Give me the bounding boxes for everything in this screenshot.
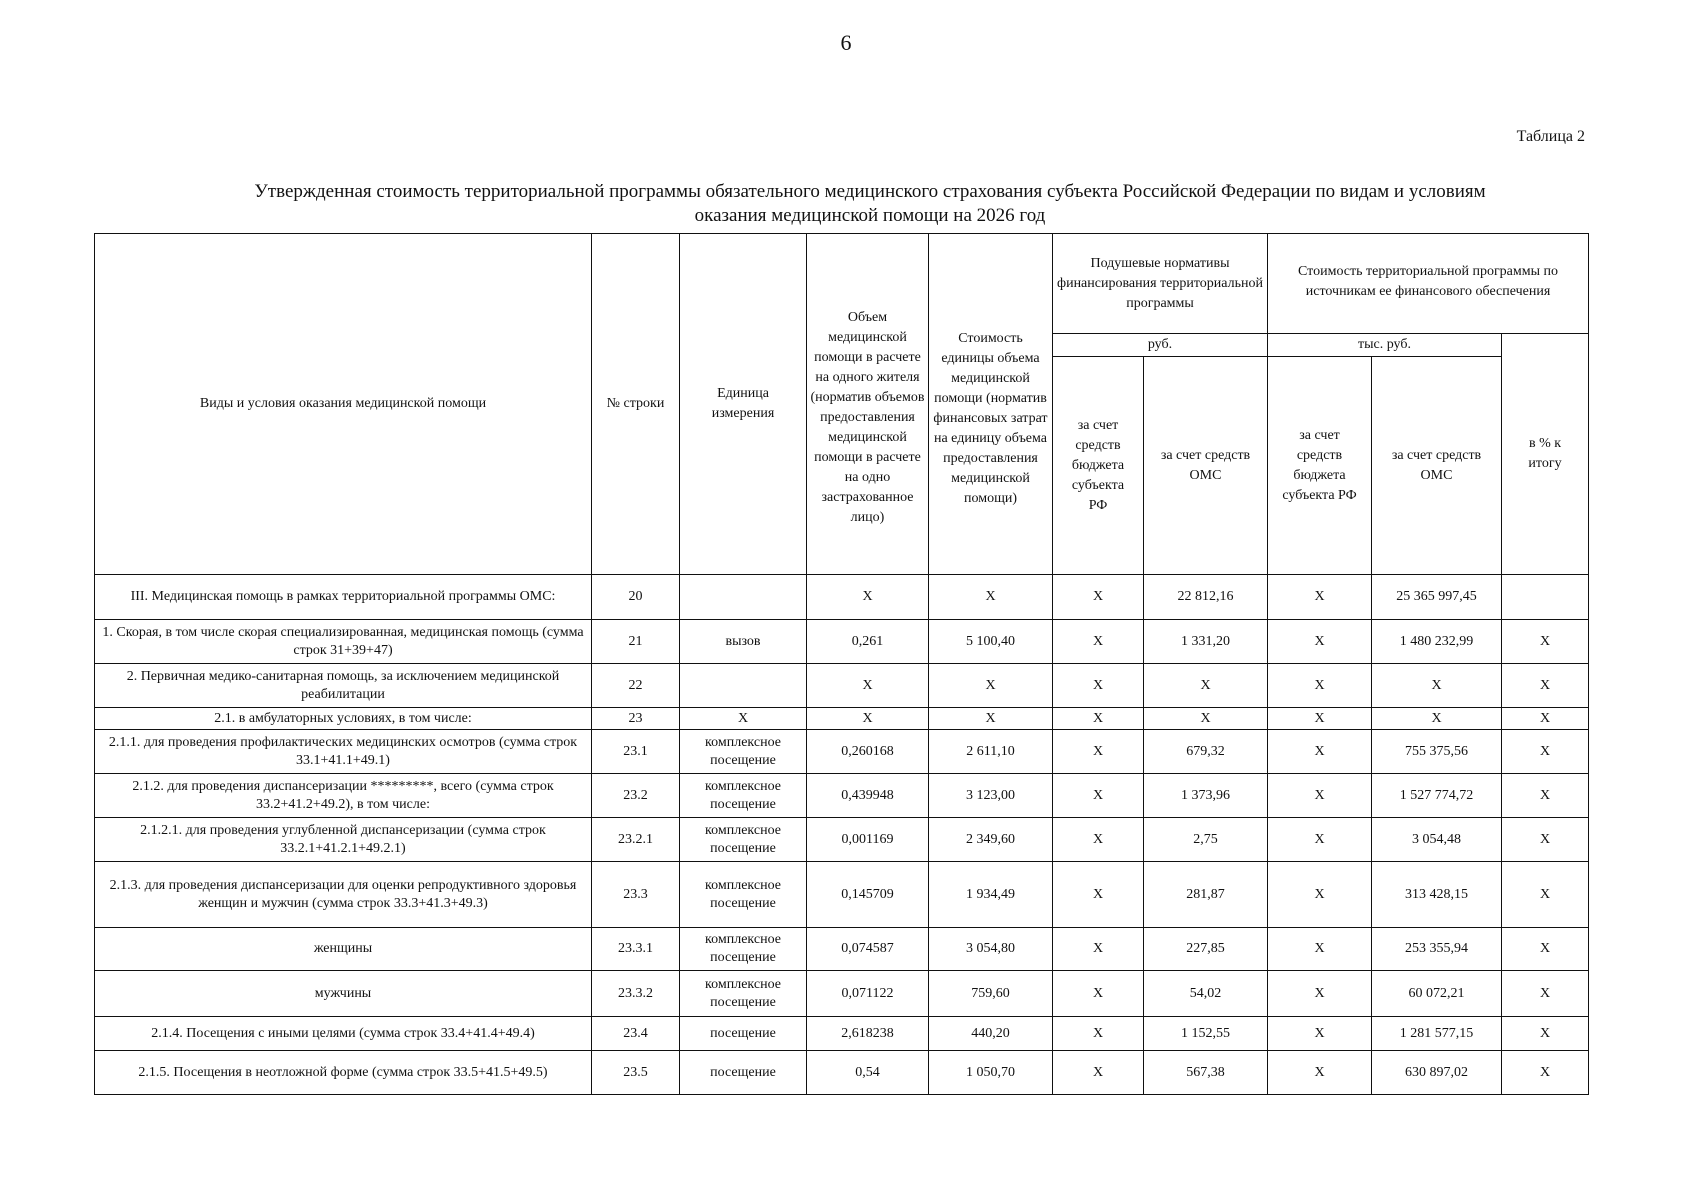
- cell-program-budget: X: [1268, 971, 1372, 1017]
- cell-program-budget: X: [1268, 774, 1372, 818]
- cell-unit-cost: X: [929, 664, 1053, 708]
- cell-row-number: 20: [592, 575, 680, 620]
- cell-per-capita-oms: 227,85: [1144, 928, 1268, 971]
- cell-unit-cost: 2 349,60: [929, 818, 1053, 862]
- cell-program-budget: X: [1268, 928, 1372, 971]
- table-row: [95, 862, 1589, 928]
- header-budget-rf: за счет средств бюджета субъекта РФ: [1053, 357, 1144, 575]
- cell-per-capita-oms: 281,87: [1144, 862, 1268, 928]
- table-row: [95, 1017, 1589, 1051]
- cell-volume: 0,145709: [807, 862, 929, 928]
- table-row: [95, 708, 1589, 730]
- header-budget-rf-2: за счет средств бюджета субъекта РФ: [1268, 357, 1372, 575]
- table-row: [95, 971, 1589, 1017]
- cell-name: 2.1. в амбулаторных условиях, в том числе:: [95, 708, 592, 730]
- cell-unit: посещение: [680, 1017, 807, 1051]
- table-row: [95, 664, 1589, 708]
- header-volume: Объем медицинской помощи в расчете на одного жителя (норматив объемов предоставления медицинской помощи в расчете на одно застрахованное лицо): [807, 234, 929, 575]
- cell-per-capita-oms: 22 812,16: [1144, 575, 1268, 620]
- cell-name: 2.1.4. Посещения с иными целями (сумма строк 33.4+41.4+49.4): [95, 1017, 592, 1051]
- cell-unit: комплексное посещение: [680, 818, 807, 862]
- cell-unit-cost: X: [929, 708, 1053, 730]
- cell-unit-cost: 1 934,49: [929, 862, 1053, 928]
- cell-per-capita-budget: X: [1053, 1051, 1144, 1095]
- cell-program-oms: 630 897,02: [1372, 1051, 1502, 1095]
- cell-name: 1. Скорая, в том числе скорая специализированная, медицинская помощь (сумма строк 31+39+47): [95, 620, 592, 664]
- cell-unit: комплексное посещение: [680, 862, 807, 928]
- header-unit: Единица измерения: [680, 234, 807, 575]
- cell-unit: вызов: [680, 620, 807, 664]
- cell-program-budget: X: [1268, 1051, 1372, 1095]
- cell-unit-cost: 3 054,80: [929, 928, 1053, 971]
- cell-program-oms: 1 281 577,15: [1372, 1017, 1502, 1051]
- cell-percent: X: [1502, 708, 1589, 730]
- cell-per-capita-budget: X: [1053, 774, 1144, 818]
- cell-name: 2.1.5. Посещения в неотложной форме (сумма строк 33.5+41.5+49.5): [95, 1051, 592, 1095]
- cell-row-number: 23.5: [592, 1051, 680, 1095]
- cell-per-capita-budget: X: [1053, 1017, 1144, 1051]
- cell-per-capita-oms: X: [1144, 664, 1268, 708]
- cell-unit: комплексное посещение: [680, 928, 807, 971]
- table-row: [95, 1051, 1589, 1095]
- header-unit-cost: Стоимость единицы объема медицинской помощи (норматив финансовых затрат на единицу объема предоставления медицинской помощи): [929, 234, 1053, 575]
- cell-program-budget: X: [1268, 708, 1372, 730]
- cell-row-number: 23.3.2: [592, 971, 680, 1017]
- header-percent: в % к итогу: [1502, 334, 1589, 575]
- cell-unit-cost: 1 050,70: [929, 1051, 1053, 1095]
- cell-program-oms: X: [1372, 664, 1502, 708]
- cell-per-capita-budget: X: [1053, 818, 1144, 862]
- cell-name: 2.1.1. для проведения профилактических медицинских осмотров (сумма строк 33.1+41.1+49.1): [95, 730, 592, 774]
- cell-unit: посещение: [680, 1051, 807, 1095]
- cell-program-oms: 313 428,15: [1372, 862, 1502, 928]
- table-row: [95, 774, 1589, 818]
- cell-program-oms: 25 365 997,45: [1372, 575, 1502, 620]
- cell-per-capita-budget: X: [1053, 664, 1144, 708]
- cell-program-oms: X: [1372, 708, 1502, 730]
- header-oms: за счет средств ОМС: [1144, 357, 1268, 575]
- cell-program-oms: 3 054,48: [1372, 818, 1502, 862]
- table-row: [95, 620, 1589, 664]
- cell-unit-cost: 5 100,40: [929, 620, 1053, 664]
- cell-percent: X: [1502, 1017, 1589, 1051]
- cell-unit: [680, 575, 807, 620]
- cell-row-number: 23.3: [592, 862, 680, 928]
- cell-unit-cost: 759,60: [929, 971, 1053, 1017]
- cell-unit-cost: 3 123,00: [929, 774, 1053, 818]
- cell-name: мужчины: [95, 971, 592, 1017]
- cell-row-number: 23.1: [592, 730, 680, 774]
- cell-volume: 0,261: [807, 620, 929, 664]
- cell-row-number: 21: [592, 620, 680, 664]
- cell-name: 2.1.2.1. для проведения углубленной диспансеризации (сумма строк 33.2.1+41.2.1+49.2.1): [95, 818, 592, 862]
- cell-volume: X: [807, 708, 929, 730]
- cell-per-capita-oms: 1 331,20: [1144, 620, 1268, 664]
- cell-percent: X: [1502, 818, 1589, 862]
- title-line-1: Утвержденная стоимость территориальной программы обязательного медицинского страхования субъекта Российской Федерации по видам и условиям: [254, 181, 1486, 202]
- cell-program-budget: X: [1268, 620, 1372, 664]
- cell-percent: X: [1502, 620, 1589, 664]
- cell-percent: X: [1502, 664, 1589, 708]
- cell-name: III. Медицинская помощь в рамках территориальной программы ОМС:: [95, 575, 592, 620]
- cell-volume: 0,001169: [807, 818, 929, 862]
- cell-unit-cost: 440,20: [929, 1017, 1053, 1051]
- cell-program-oms: 755 375,56: [1372, 730, 1502, 774]
- cell-per-capita-oms: 567,38: [1144, 1051, 1268, 1095]
- header-row-number: № строки: [592, 234, 680, 575]
- cell-program-budget: X: [1268, 1017, 1372, 1051]
- header-per-capita: Подушевые нормативы финансирования территориальной программы: [1053, 234, 1268, 334]
- cell-unit: [680, 664, 807, 708]
- cell-row-number: 23.2.1: [592, 818, 680, 862]
- table-row: [95, 928, 1589, 971]
- cell-volume: X: [807, 575, 929, 620]
- cell-name: 2.1.2. для проведения диспансеризации *********, всего (сумма строк 33.2+41.2+49.2), в том числе:: [95, 774, 592, 818]
- cell-row-number: 23.4: [592, 1017, 680, 1051]
- cell-percent: [1502, 575, 1589, 620]
- cell-per-capita-budget: X: [1053, 971, 1144, 1017]
- cell-program-oms: 1 527 774,72: [1372, 774, 1502, 818]
- cell-per-capita-oms: 2,75: [1144, 818, 1268, 862]
- cell-program-budget: X: [1268, 664, 1372, 708]
- cell-row-number: 22: [592, 664, 680, 708]
- cell-name: женщины: [95, 928, 592, 971]
- cell-program-budget: X: [1268, 818, 1372, 862]
- cell-unit: комплексное посещение: [680, 774, 807, 818]
- cell-per-capita-oms: X: [1144, 708, 1268, 730]
- cell-program-oms: 253 355,94: [1372, 928, 1502, 971]
- cell-volume: X: [807, 664, 929, 708]
- cell-name: 2. Первичная медико-санитарная помощь, за исключением медицинской реабилитации: [95, 664, 592, 708]
- header-kind: Виды и условия оказания медицинской помощи: [95, 234, 592, 575]
- cell-row-number: 23.2: [592, 774, 680, 818]
- table-row: [95, 818, 1589, 862]
- cell-per-capita-oms: 54,02: [1144, 971, 1268, 1017]
- cell-per-capita-budget: X: [1053, 730, 1144, 774]
- cell-per-capita-budget: X: [1053, 620, 1144, 664]
- header-oms-2: за счет средств ОМС: [1372, 357, 1502, 575]
- table-row: [95, 575, 1589, 620]
- cell-unit-cost: 2 611,10: [929, 730, 1053, 774]
- cell-per-capita-oms: 1 373,96: [1144, 774, 1268, 818]
- header-rub: руб.: [1053, 334, 1268, 357]
- cell-program-budget: X: [1268, 730, 1372, 774]
- document-title: [160, 180, 1580, 228]
- cell-per-capita-budget: X: [1053, 862, 1144, 928]
- cell-per-capita-budget: X: [1053, 928, 1144, 971]
- cell-percent: X: [1502, 730, 1589, 774]
- header-thousand-rub: тыс. руб.: [1268, 334, 1502, 357]
- title-line-2: оказания медицинской помощи на 2026 год: [694, 205, 1046, 226]
- table-label: Таблица 2: [1516, 128, 1585, 145]
- cell-volume: 0,260168: [807, 730, 929, 774]
- cell-unit: комплексное посещение: [680, 730, 807, 774]
- cell-program-oms: 1 480 232,99: [1372, 620, 1502, 664]
- cell-row-number: 23.3.1: [592, 928, 680, 971]
- cell-percent: X: [1502, 862, 1589, 928]
- cell-volume: 0,54: [807, 1051, 929, 1095]
- cell-percent: X: [1502, 1051, 1589, 1095]
- header-program-cost: Стоимость территориальной программы по источникам ее финансового обеспечения: [1268, 234, 1589, 334]
- cell-program-budget: X: [1268, 862, 1372, 928]
- cell-per-capita-oms: 1 152,55: [1144, 1017, 1268, 1051]
- cell-per-capita-budget: X: [1053, 708, 1144, 730]
- cell-per-capita-budget: X: [1053, 575, 1144, 620]
- cell-program-budget: X: [1268, 575, 1372, 620]
- cell-percent: X: [1502, 928, 1589, 971]
- cost-table: [94, 233, 1589, 1095]
- cell-volume: 0,439948: [807, 774, 929, 818]
- cell-name: 2.1.3. для проведения диспансеризации для оценки репродуктивного здоровья женщин и мужчин (сумма строк 33.3+41.3+49.3): [95, 862, 592, 928]
- cell-volume: 2,618238: [807, 1017, 929, 1051]
- cell-unit: X: [680, 708, 807, 730]
- cell-per-capita-oms: 679,32: [1144, 730, 1268, 774]
- page-number: 6: [840, 30, 852, 55]
- cell-program-oms: 60 072,21: [1372, 971, 1502, 1017]
- cell-unit: комплексное посещение: [680, 971, 807, 1017]
- cell-percent: X: [1502, 774, 1589, 818]
- cell-row-number: 23: [592, 708, 680, 730]
- cell-volume: 0,074587: [807, 928, 929, 971]
- cell-volume: 0,071122: [807, 971, 929, 1017]
- table-row: [95, 730, 1589, 774]
- cell-percent: X: [1502, 971, 1589, 1017]
- cell-unit-cost: X: [929, 575, 1053, 620]
